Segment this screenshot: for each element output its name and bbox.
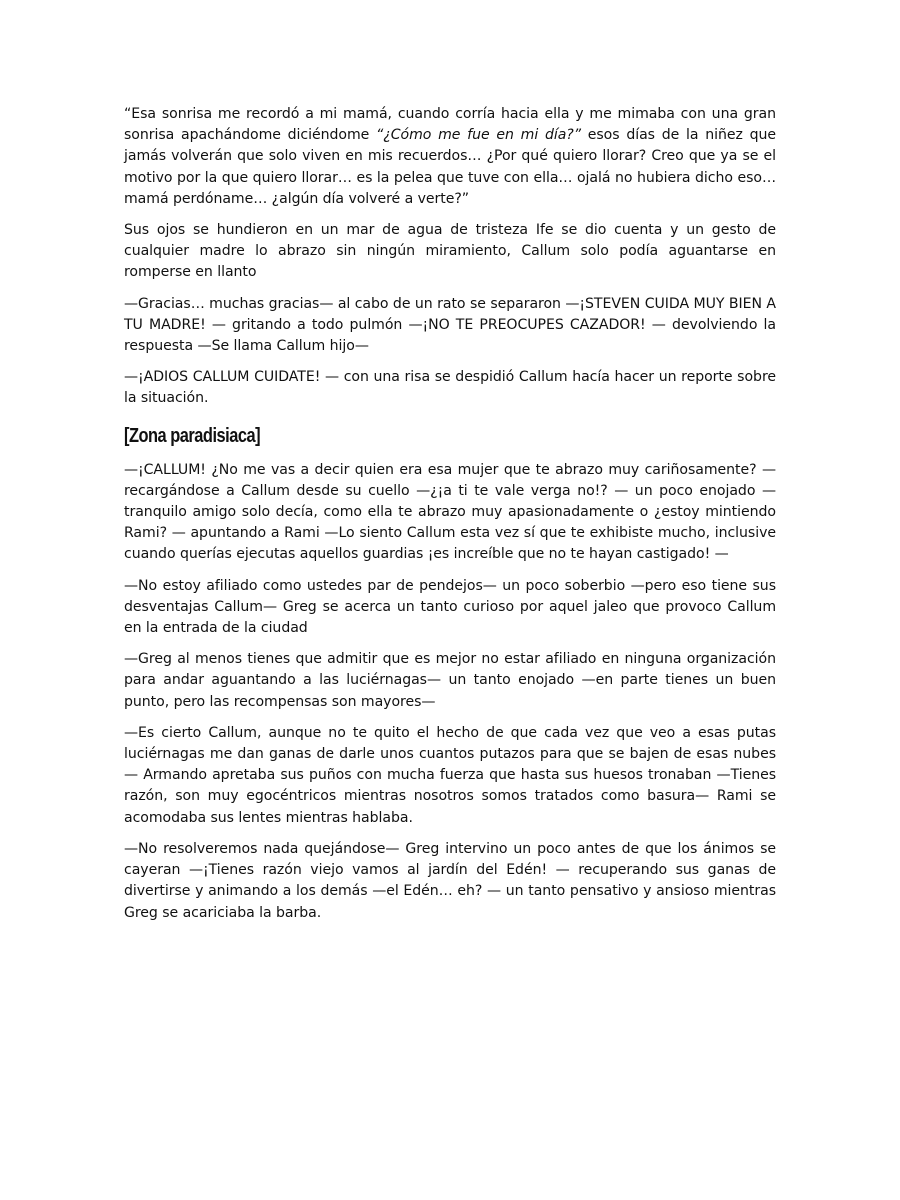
paragraph-1-text-continued: esos días de la niñez que jamás volverán que solo viven en mis recuerdos… ¿Por qué quiero llorar? Creo que ya se el motivo por la que quiero llorar… es la pelea que tuve con ella… ojalá no hubiera dicho eso… mamá perdóname… ¿algún día volveré a verte?”	[124, 127, 777, 207]
paragraph-1-italic-quote: “¿Cómo me fue en mi día?”	[376, 127, 581, 144]
paragraph-9: —No resolveremos nada quejándose— Greg intervino un poco antes de que los ánimos se cayeran —¡Tienes razón viejo vamos al jardín del Edén! — recuperando sus ganas de divertirse y animando a los demás —el Edén… eh? — un tanto pensativo y ansioso mientras Greg se acariciaba la barba.	[124, 840, 776, 921]
paragraph-2: Sus ojos se hundieron en un mar de agua de tristeza Ife se dio cuenta y un gesto de cualquier madre lo abrazo sin ningún miramiento, Callum solo podía aguantarse en romperse en llanto	[124, 222, 776, 281]
paragraph-6: —No estoy afiliado como ustedes par de pendejos— un poco soberbio —pero eso tiene sus desventajas Callum— Greg se acerca un tanto curioso por aquel jaleo que provoco Callum en la entrada de la ciudad	[124, 577, 776, 637]
paragraph-3: —Gracias… muchas gracias— al cabo de un rato se separaron —¡STEVEN CUIDA MUY BIEN A TU MADRE! — gritando a todo pulmón —¡NO TE PREOCUPES CAZADOR! — devolviendo la respuesta —Se llama Callum hijo—	[124, 295, 776, 355]
paragraph-5: —¡CALLUM! ¿No me vas a decir quien era esa mujer que te abrazo muy cariñosamente? —recargándose a Callum desde su cuello —¿¡a ti te vale verga no!? — un poco enojado —tranquilo amigo solo decía, como ella te abrazo muy apasionadamente o ¿estoy mintiendo Rami? — apuntando a Rami —Lo siento Callum esta vez sí que te exhibiste mucho, inclusive cuando querías ejecutas aquellos guardias ¡es increíble que no te hayan castigado! —	[124, 461, 776, 563]
section-heading: [Zona paradisiaca]	[124, 424, 261, 447]
paragraph-7: —Greg al menos tienes que admitir que es mejor no estar afiliado en ninguna organización para andar aguantando a las luciérnagas— un tanto enojado —en parte tienes un buen punto, pero las recompensas son mayores—	[124, 651, 776, 710]
paragraph-8: —Es cierto Callum, aunque no te quito el hecho de que cada vez que veo a esas putas luciérnagas me dan ganas de darle unos cuantos putazos para que se bajen de esas nubes— Armando apretaba sus puños con mucha fuerza que hasta sus huesos tronaban —Tienes razón, son muy egocéntricos mientras nosotros somos tratados como basura— Rami se acomodaba sus lentes mientras hablaba.	[124, 724, 776, 826]
paragraph-4: —¡ADIOS CALLUM CUIDATE! — con una risa se despidió Callum hacía hacer un reporte sobre la situación.	[124, 369, 776, 407]
paragraph-1-text: “Esa sonrisa me recordó a mi mamá, cuando corría hacia ella y me mimaba con una gran sonrisa apachándome diciéndome	[124, 106, 776, 144]
document-page	[124, 104, 776, 934]
paragraph-1	[124, 104, 776, 210]
